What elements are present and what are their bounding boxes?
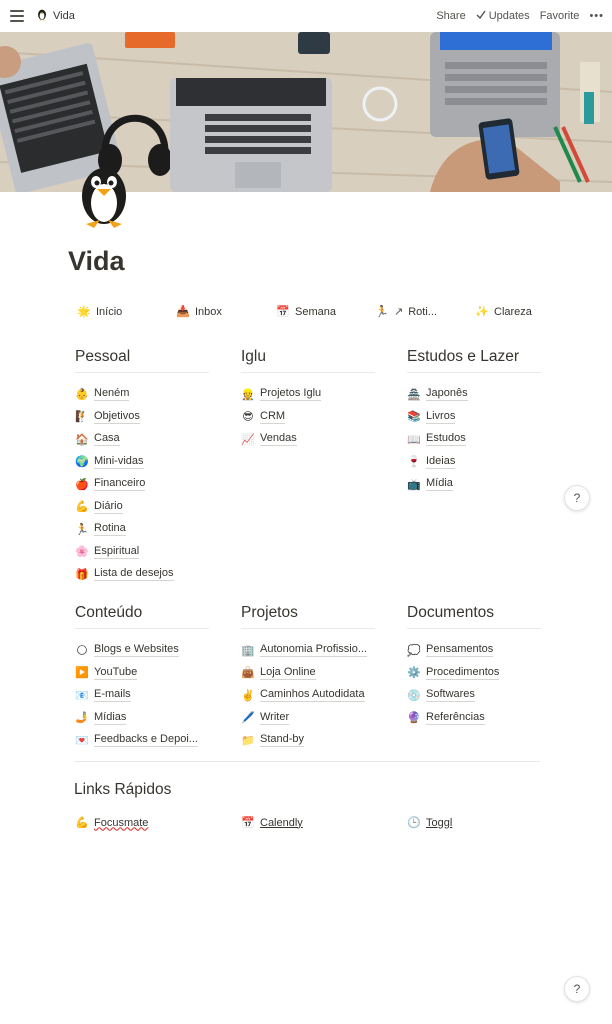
star-icon: 🌟	[77, 306, 91, 318]
page-link-label: Writer	[260, 710, 290, 723]
page-link[interactable]	[75, 518, 209, 541]
favorite-button[interactable]: Favorite	[539, 10, 580, 22]
link-label: Clareza	[494, 305, 532, 318]
top-bar	[0, 0, 612, 32]
page-link-label: Blogs e Websites	[94, 643, 179, 656]
updates-button[interactable]	[476, 10, 530, 22]
help-button[interactable]: ?	[564, 976, 590, 1002]
page-link-label: Projetos Iglu	[260, 387, 322, 400]
page-link-label: Referências	[426, 710, 485, 723]
section-title: Estudos e Lazer	[407, 348, 541, 373]
baby-icon: 👶	[75, 388, 89, 401]
section-documentos	[407, 604, 541, 729]
wine-icon: 🍷	[407, 456, 421, 469]
page-link[interactable]	[407, 639, 541, 662]
page-link[interactable]	[407, 684, 541, 707]
page-link-label: Japonês	[426, 387, 468, 400]
page-link[interactable]	[75, 383, 209, 406]
gear-icon: ⚙️	[407, 667, 421, 680]
handbag-icon: 👜	[241, 667, 255, 680]
section-title: Links Rápidos	[74, 781, 172, 798]
page-link-label: YouTube	[94, 665, 138, 678]
crystal-ball-icon: 🔮	[407, 712, 421, 725]
link-label: Calendly	[260, 816, 303, 829]
page-link[interactable]	[407, 383, 541, 406]
page-link[interactable]	[241, 428, 375, 451]
page-link[interactable]	[75, 563, 209, 586]
page-link[interactable]	[407, 473, 541, 496]
page-link[interactable]	[75, 639, 209, 662]
folder-icon: 📁	[241, 734, 255, 747]
page-link-label: Diário	[94, 499, 123, 512]
share-button[interactable]: Share	[436, 10, 466, 22]
penguin-icon	[36, 8, 48, 24]
office-icon: 🏢	[241, 644, 255, 657]
page-link[interactable]	[75, 496, 209, 519]
runner-icon: 🏃	[75, 523, 89, 536]
page-link[interactable]	[407, 707, 541, 730]
section-iglu	[241, 348, 375, 451]
page-link-label: CRM	[260, 409, 286, 422]
page-link[interactable]	[241, 383, 375, 406]
page-link[interactable]	[407, 428, 541, 451]
house-icon: 🏠	[75, 433, 89, 446]
link-calendly[interactable]	[241, 816, 303, 829]
runner-icon: 🏃	[375, 306, 389, 318]
page-link[interactable]	[75, 406, 209, 429]
section-title: Documentos	[407, 604, 541, 629]
page-link[interactable]	[75, 707, 209, 730]
breadcrumb-label: Vida	[53, 10, 75, 22]
page-link[interactable]	[75, 729, 209, 752]
page-title: Vida	[68, 246, 125, 276]
link-label: Toggl	[426, 816, 453, 829]
page-link-label: Mídia	[426, 477, 453, 490]
breadcrumb[interactable]	[36, 8, 75, 24]
section-title: Conteúdo	[75, 604, 209, 629]
calendar-icon: 📅	[276, 306, 290, 318]
page-link-label: Neném	[94, 387, 130, 400]
section-projetos	[241, 604, 375, 752]
page-link-label: Vendas	[260, 432, 297, 445]
arrow-up-right-icon: ↗	[394, 306, 404, 318]
section-pessoal	[75, 348, 209, 586]
page-link-label: Caminhos Autodidata	[260, 688, 365, 701]
muscle-icon: 💪	[75, 817, 89, 829]
page-link-label: Softwares	[426, 688, 475, 701]
inbox-icon: 📥	[176, 306, 190, 318]
sunglasses-icon: 😎	[242, 411, 254, 424]
link-toggl[interactable]	[407, 816, 452, 829]
page-link-label: Autonomia Profissio...	[260, 643, 367, 656]
page-link[interactable]	[75, 684, 209, 707]
page-link-label: Pensamentos	[426, 643, 494, 656]
thought-bubble-icon: 💭	[407, 644, 421, 657]
page-link[interactable]	[407, 662, 541, 685]
castle-icon: 🏯	[407, 388, 421, 401]
muscle-icon: 💪	[75, 501, 89, 514]
disc-icon: 💿	[407, 689, 421, 702]
books-icon: 📚	[407, 411, 421, 424]
page-link[interactable]	[407, 451, 541, 474]
chart-up-icon: 📈	[241, 433, 255, 446]
worker-icon: 👷	[241, 388, 255, 401]
link-inbox[interactable]	[176, 305, 222, 318]
page-link-label: Mini-vidas	[94, 454, 144, 467]
flower-icon: 🌸	[75, 546, 89, 559]
quick-links-row	[0, 305, 612, 323]
page-link[interactable]	[75, 662, 209, 685]
page-link-label: Ideias	[426, 454, 456, 467]
pen-icon: 🖊️	[241, 712, 255, 725]
page-link[interactable]	[241, 406, 375, 429]
page-link-label: Mídias	[94, 710, 127, 723]
link-rotina[interactable]	[375, 305, 437, 318]
updates-label: Updates	[488, 10, 530, 22]
page-link-label: Financeiro	[94, 477, 146, 490]
page-link-label: Loja Online	[260, 665, 316, 678]
page-link[interactable]	[241, 729, 375, 752]
check-icon	[476, 10, 486, 22]
clock-icon: 🕒	[407, 817, 421, 829]
more-icon[interactable]: •••	[589, 10, 604, 22]
page-link-label: Feedbacks e Depoi...	[94, 733, 198, 746]
section-estudos-e-lazer	[407, 348, 541, 496]
link-semana[interactable]	[276, 305, 336, 318]
open-book-icon: 📖	[407, 433, 421, 446]
page-link[interactable]	[241, 707, 375, 730]
page-link-label: Estudos	[426, 432, 466, 445]
menu-icon[interactable]	[10, 10, 24, 22]
page-link-label: E-mails	[94, 688, 131, 701]
section-conteudo	[75, 604, 209, 752]
victory-hand-icon: ✌️	[241, 689, 255, 702]
page-link-label: Livros	[426, 409, 456, 422]
section-title: Pessoal	[75, 348, 209, 373]
play-icon: ▶️	[75, 667, 89, 680]
page-link-label: Casa	[94, 432, 120, 445]
page-link-label: Objetivos	[94, 409, 140, 422]
link-label: Semana	[295, 305, 336, 318]
link-label: Início	[96, 305, 123, 318]
climber-icon: 🧗	[75, 411, 89, 424]
love-letter-icon: 💌	[75, 734, 89, 747]
link-focusmate[interactable]	[75, 816, 148, 829]
page-link-label: Rotina	[94, 522, 126, 535]
page-link[interactable]	[75, 541, 209, 564]
email-icon: 📧	[75, 689, 89, 702]
link-inicio[interactable]	[77, 305, 122, 318]
page-link-label: Espiritual	[94, 544, 140, 557]
page-link[interactable]	[241, 662, 375, 685]
page-link-label: Stand-by	[260, 733, 305, 746]
page-link-label: Procedimentos	[426, 665, 500, 678]
link-label: Inbox	[195, 305, 222, 318]
section-title: Projetos	[241, 604, 375, 629]
page-link[interactable]	[75, 473, 209, 496]
sparkles-icon: ✨	[475, 306, 489, 318]
moon-icon: 🌕	[76, 644, 88, 657]
tv-icon: 📺	[407, 478, 421, 491]
page-link-label: Lista de desejos	[94, 567, 174, 580]
help-button[interactable]: ?	[564, 485, 590, 511]
link-clareza[interactable]	[475, 305, 532, 318]
gift-icon: 🎁	[75, 568, 89, 581]
link-label: Focusmate	[94, 816, 149, 829]
section-title: Iglu	[241, 348, 375, 373]
page-link[interactable]	[241, 639, 375, 662]
penguin-icon[interactable]	[74, 162, 134, 228]
page-link[interactable]	[75, 428, 209, 451]
page-link[interactable]	[407, 406, 541, 429]
page-link[interactable]	[75, 451, 209, 474]
selfie-icon: 🤳	[75, 712, 89, 725]
apple-icon: 🍎	[75, 478, 89, 491]
page-link[interactable]	[241, 684, 375, 707]
globe-icon: 🌍	[75, 456, 89, 469]
link-label: Roti...	[408, 305, 437, 318]
calendar-icon: 📅	[241, 817, 255, 829]
divider	[74, 761, 540, 762]
